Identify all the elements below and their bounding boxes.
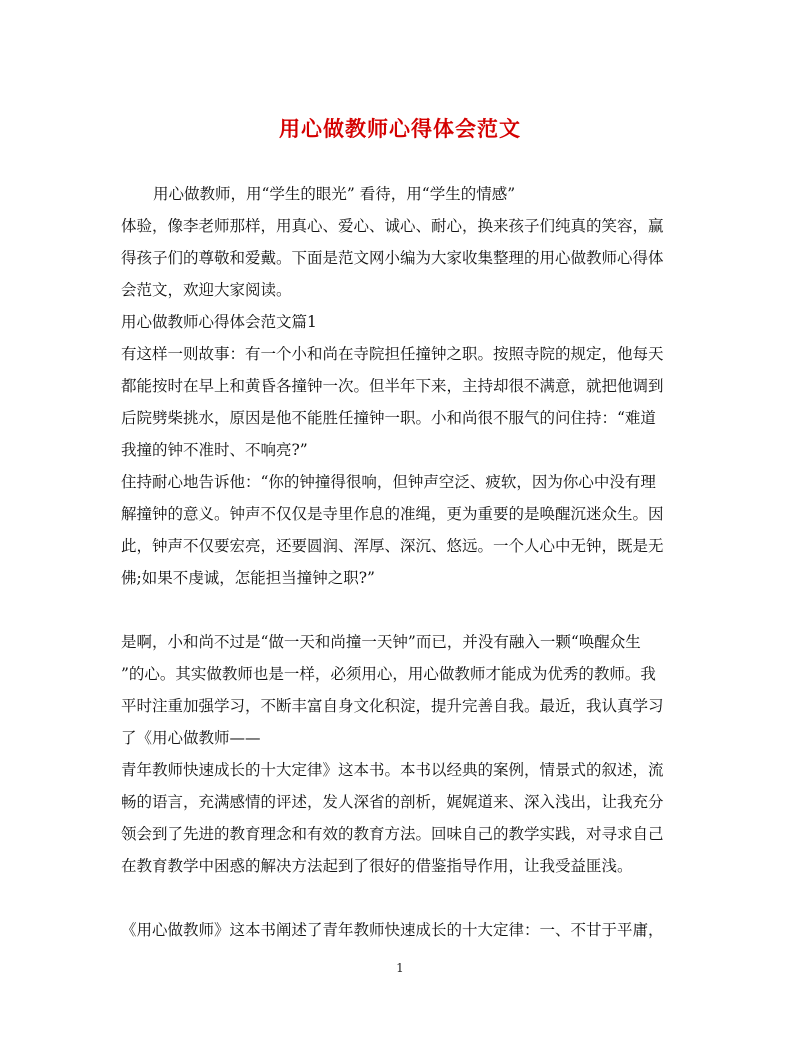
page-number: 1: [396, 961, 404, 975]
paragraph-line: 后院劈柴挑水，原因是他不能胜任撞钟一职。小和尚很不服气的问住持：“难道: [121, 409, 656, 427]
paragraph-line: 此，钟声不仅要宏亮，还要圆润、浑厚、深沉、悠远。一个人心中无钟，既是无: [121, 537, 664, 555]
paragraph-line: 用心做教师，用“学生的眼光” 看待，用“学生的情感”: [153, 185, 516, 203]
paragraph-line: ”的心。其实做教师也是一样，必须用心，用心做教师才能成为优秀的教师。我: [121, 665, 656, 683]
paragraph-line: 佛;如果不虔诚，怎能担当撞钟之职?”: [121, 569, 375, 587]
document-title: 用心做教师心得体会范文: [279, 116, 521, 141]
paragraph-line: 解撞钟的意义。钟声不仅仅是寺里作息的准绳，更为重要的是唤醒沉迷众生。因: [121, 505, 664, 523]
paragraph-line: 都能按时在早上和黄昏各撞钟一次。但半年下来，主持却很不满意，就把他调到: [121, 377, 664, 395]
paragraph-line: 得孩子们的尊敬和爱戴。下面是范文网小编为大家收集整理的用心做教师心得体: [121, 249, 664, 267]
paragraph-line: 《用心做教师》这本书阐述了青年教师快速成长的十大定律：一、不甘于平庸，: [121, 921, 664, 939]
paragraph-line: 住持耐心地告诉他：“你的钟撞得很响，但钟声空泛、疲软，因为你心中没有理: [121, 473, 656, 491]
paragraph-line: 有这样一则故事：有一个小和尚在寺院担任撞钟之职。按照寺院的规定，他每天: [121, 345, 664, 363]
paragraph-line: 平时注重加强学习，不断丰富自身文化积淀，提升完善自我。最近，我认真学习: [121, 697, 664, 715]
paragraph-line: 了《用心做教师——: [121, 729, 261, 747]
paragraph-line: 会范文，欢迎大家阅读。: [121, 281, 292, 299]
blank-line: [121, 882, 681, 914]
blank-line: [121, 594, 681, 626]
section-heading: 用心做教师心得体会范文篇1: [121, 313, 317, 331]
paragraph-line: 是啊，小和尚不过是“做一天和尚撞一天钟”而已，并没有融入一颗“唤醒众生: [121, 633, 641, 651]
paragraph-line: 领会到了先进的教育理念和有效的教育方法。回味自己的教学实践，对寻求自己: [121, 825, 664, 843]
paragraph-line: 体验，像李老师那样，用真心、爱心、诚心、耐心，换来孩子们纯真的笑容，赢: [121, 217, 664, 235]
paragraph-line: 我撞的钟不准时、不响亮?”: [121, 441, 308, 459]
paragraph-line: 在教育教学中困惑的解决方法起到了很好的借鉴指导作用，让我受益匪浅。: [121, 857, 633, 875]
paragraph-line: 青年教师快速成长的十大定律》这本书。本书以经典的案例，情景式的叙述，流: [121, 761, 664, 779]
paragraph-line: 畅的语言，充满感情的评述，发人深省的剖析，娓娓道来、深入浅出，让我充分: [121, 793, 664, 811]
document-body: [121, 178, 681, 946]
